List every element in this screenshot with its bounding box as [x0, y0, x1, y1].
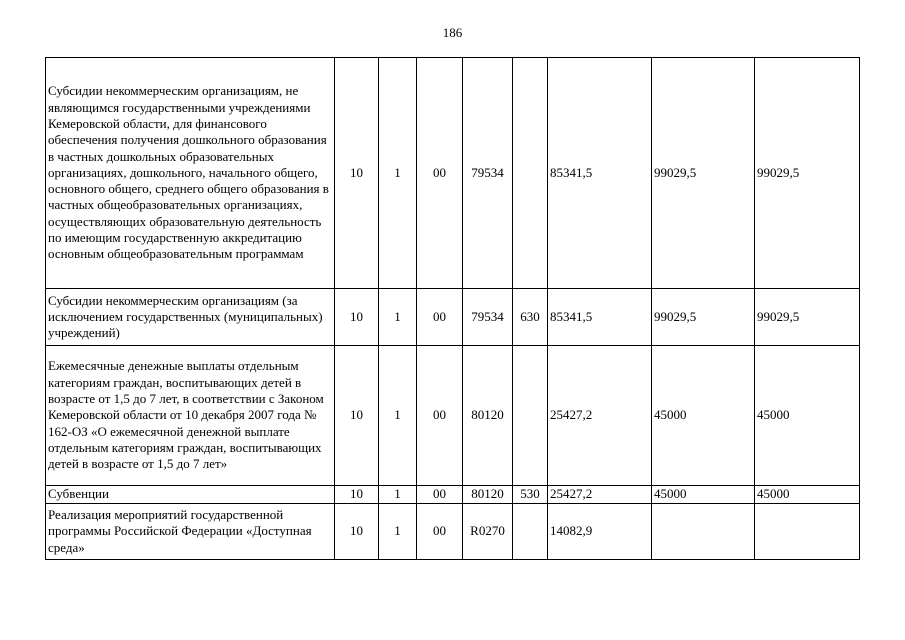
- row-amount-3: 45000: [755, 346, 860, 486]
- page-number: 186: [442, 25, 463, 40]
- row-program-code: 00: [417, 486, 463, 504]
- row-subsection: 1: [379, 289, 417, 346]
- row-expense-type: [513, 346, 548, 486]
- row-amount-2: 99029,5: [652, 289, 755, 346]
- row-amount-3: 99029,5: [755, 289, 860, 346]
- row-subsection: 1: [379, 486, 417, 504]
- row-subsection: 1: [379, 504, 417, 560]
- table-row: [46, 289, 860, 346]
- row-description: Субсидии некоммерческим организациям, не являющимся государственными учреждениями Кемеровской области, для финансового обеспечения получения дошкольного образования в частных дошкольных образовательных организациях, дошкольного, начального общего, основного общего, среднего общего образования в частных общеобразовательных организациях, осуществляющих образовательную деятельность по имеющим государственную аккредитацию основным общеобразовательным программам: [46, 58, 335, 289]
- row-amount-1: 25427,2: [548, 346, 652, 486]
- row-description: Ежемесячные денежные выплаты отдельным категориям граждан, воспитывающих детей в возрасте от 1,5 до 7 лет, в соответствии с Законом Кемеровской области от 10 декабря 2007 года № 162-ОЗ «О ежемесячной денежной выплате отдельным категориям граждан, воспитывающих детей в возрасте от 1,5 до 7 лет»: [46, 346, 335, 486]
- row-amount-3: 45000: [755, 486, 860, 504]
- row-subsection: 1: [379, 58, 417, 289]
- table-row: [46, 486, 860, 504]
- row-section: 10: [335, 58, 379, 289]
- row-program-code: 00: [417, 504, 463, 560]
- table-row: [46, 504, 860, 560]
- row-amount-1: 14082,9: [548, 504, 652, 560]
- row-direction-code: 79534: [463, 289, 513, 346]
- row-program-code: 00: [417, 58, 463, 289]
- row-direction-code: R0270: [463, 504, 513, 560]
- row-expense-type: 530: [513, 486, 548, 504]
- row-amount-3: 99029,5: [755, 58, 860, 289]
- row-description: Субсидии некоммерческим организациям (за исключением государственных (муниципальных) учреждений): [46, 289, 335, 346]
- row-direction-code: 79534: [463, 58, 513, 289]
- row-description: Реализация мероприятий государственной программы Российской Федерации «Доступная среда»: [46, 504, 335, 560]
- row-amount-1: 85341,5: [548, 58, 652, 289]
- row-direction-code: 80120: [463, 486, 513, 504]
- row-subsection: 1: [379, 346, 417, 486]
- row-section: 10: [335, 289, 379, 346]
- row-amount-1: 25427,2: [548, 486, 652, 504]
- row-direction-code: 80120: [463, 346, 513, 486]
- row-section: 10: [335, 346, 379, 486]
- row-expense-type: [513, 504, 548, 560]
- table-row: [46, 58, 860, 289]
- table-row: [46, 346, 860, 486]
- row-description: Субвенции: [46, 486, 335, 504]
- row-expense-type: [513, 58, 548, 289]
- row-program-code: 00: [417, 346, 463, 486]
- row-amount-2: 45000: [652, 486, 755, 504]
- row-amount-2: 99029,5: [652, 58, 755, 289]
- row-amount-2: 45000: [652, 346, 755, 486]
- row-amount-2: [652, 504, 755, 560]
- budget-table: [45, 57, 860, 560]
- row-program-code: 00: [417, 289, 463, 346]
- row-amount-3: [755, 504, 860, 560]
- row-section: 10: [335, 486, 379, 504]
- row-section: 10: [335, 504, 379, 560]
- row-expense-type: 630: [513, 289, 548, 346]
- row-amount-1: 85341,5: [548, 289, 652, 346]
